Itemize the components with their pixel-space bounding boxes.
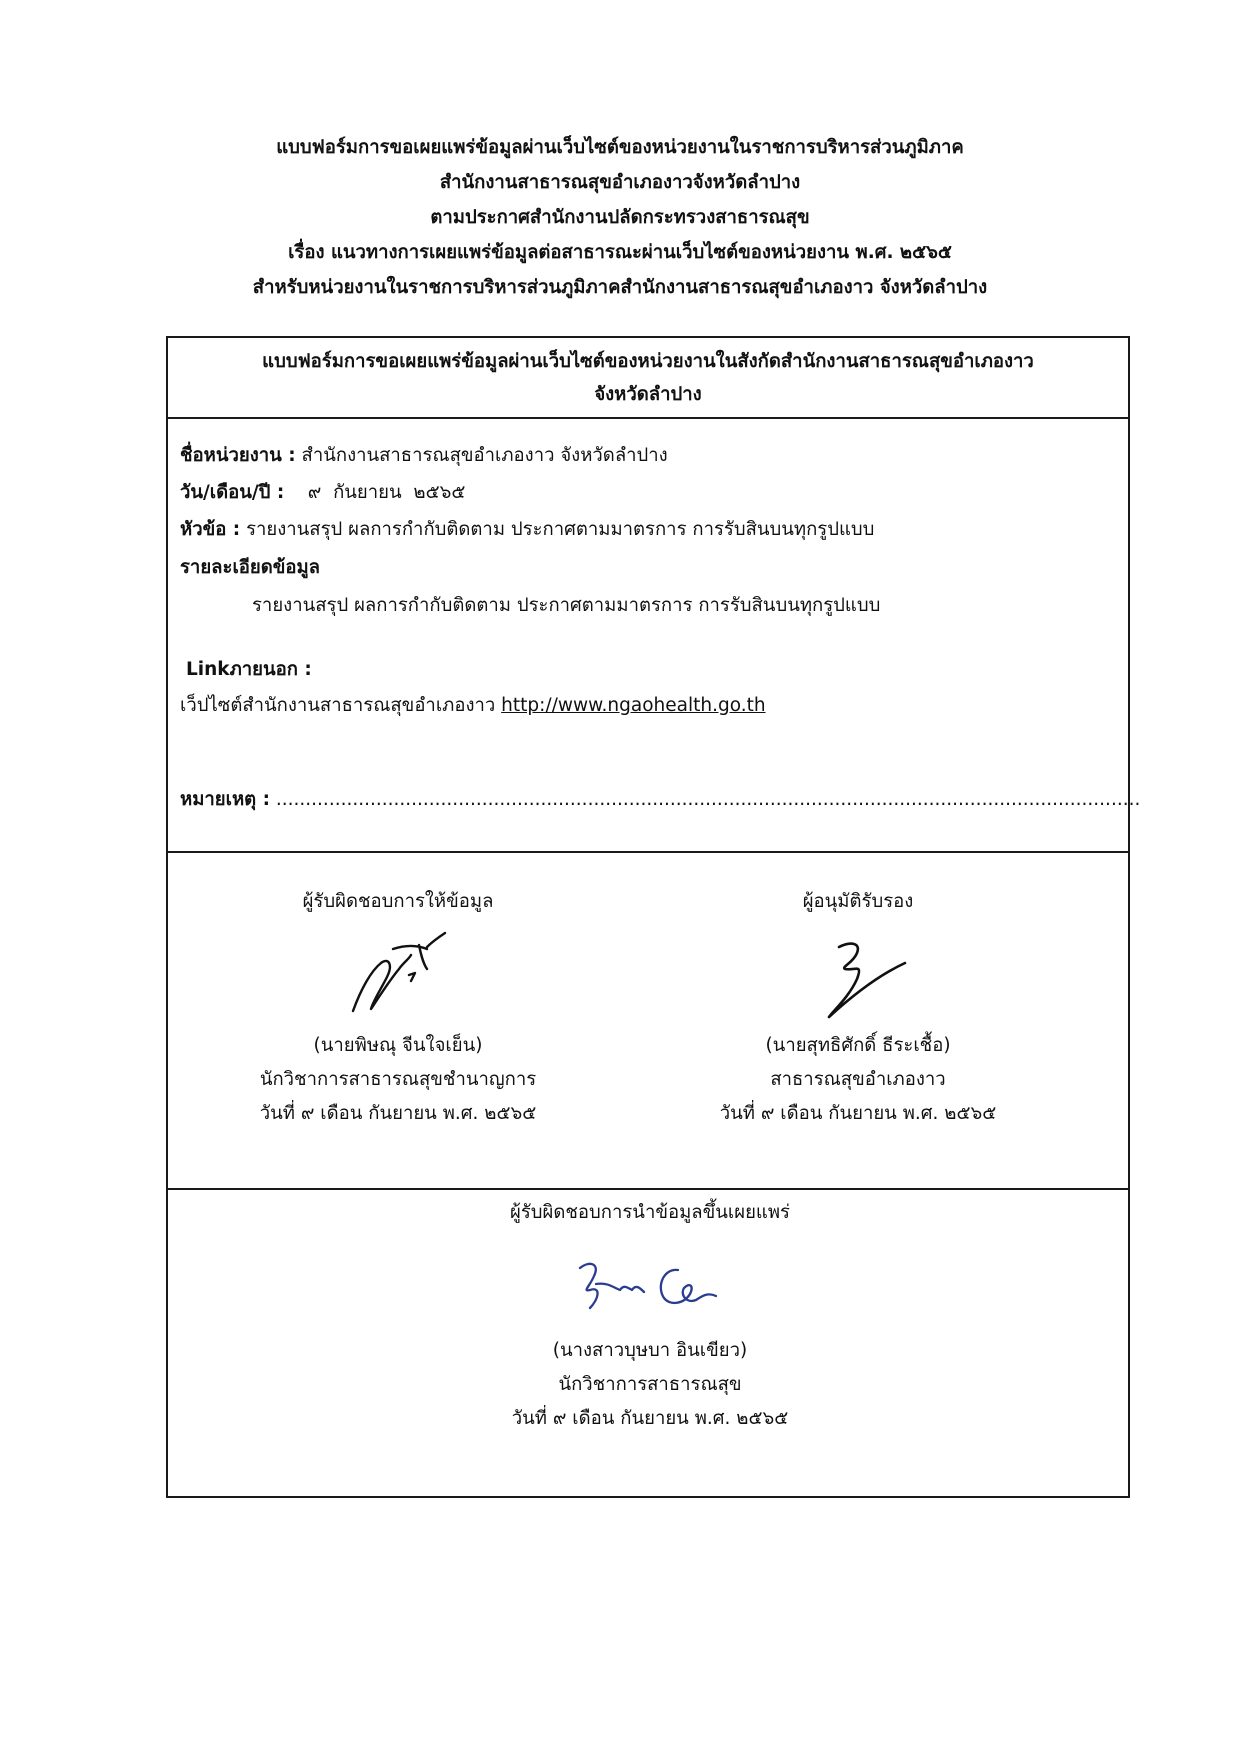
handwritten-signature (323, 919, 473, 1029)
form-title-line-1: แบบฟอร์มการขอเผยแพร่ข้อมูลผ่านเว็บไซต์ของหน่วยงานในสังกัดสำนักงานสาธารณสุขอำเภองาว (262, 351, 1034, 372)
remark-row (180, 785, 1140, 815)
signature-block-right (688, 885, 1028, 1131)
header-line-4: เรื่อง แนวทางการเผยแพร่ข้อมูลต่อสาธารณะผ่านเว็บไซต์ของหน่วยงาน พ.ศ. ๒๕๖๕ (288, 242, 952, 263)
header-line-5: สำหรับหน่วยงานในราชการบริหารส่วนภูมิภาคสำนักงานสาธารณสุขอำเภองาว จังหวัดลำปาง (252, 277, 988, 298)
signer-position: สาธารณสุขอำเภองาว (770, 1069, 946, 1090)
divider (168, 851, 1128, 853)
agency-value: สำนักงานสาธารณสุขอำเภองาว จังหวัดลำปาง (295, 445, 668, 466)
agency-row (180, 441, 668, 471)
signature-block-left (228, 885, 568, 1131)
form-box (166, 336, 1141, 1498)
website-text: เว็ปไซต์สำนักงานสาธารณสุขอำเภองาว (180, 695, 502, 716)
topic-value: รายงานสรุป ผลการกำกับติดตาม ประกาศตามมาตรการ การรับสินบนทุกรูปแบบ (240, 519, 875, 540)
signature-role: ผู้อนุมัติรับรอง (802, 891, 914, 912)
detail-label: รายละเอียดข้อมูล (180, 557, 321, 578)
detail-value: รายงานสรุป ผลการกำกับติดตาม ประกาศตามมาตรการ การรับสินบนทุกรูปแบบ (252, 595, 881, 616)
signature-date: วันที่ ๙ เดือน กันยายน พ.ศ. ๒๕๖๕ (719, 1103, 997, 1124)
signer-position: นักวิชาการสาธารณสุขชำนาญการ (259, 1069, 537, 1090)
divider (168, 1188, 1128, 1190)
signer-name: (นางสาวบุษบา อินเขียว) (552, 1340, 748, 1361)
external-link-label: Linkภายนอก : (186, 659, 312, 680)
divider (168, 417, 1128, 419)
signer-name: (นายพิษณุ จีนใจเย็น) (313, 1035, 483, 1056)
website-link[interactable]: http://www.ngaohealth.go.th (501, 695, 766, 716)
website-row (180, 691, 766, 721)
signer-name: (นายสุทธิศักดิ์ ธีระเชื้อ) (765, 1035, 951, 1056)
signature-role: ผู้รับผิดชอบการนำข้อมูลขึ้นเผยแพร่ (510, 1202, 790, 1223)
signature-date: วันที่ ๙ เดือน กันยายน พ.ศ. ๒๕๖๕ (259, 1103, 537, 1124)
date-label: วัน/เดือน/ปี : (180, 482, 285, 503)
form-title (168, 338, 1128, 417)
date-row (180, 478, 465, 508)
handwritten-signature (783, 919, 933, 1029)
topic-row (180, 515, 874, 545)
signature-role: ผู้รับผิดชอบการให้ข้อมูล (302, 891, 494, 912)
header-line-1: แบบฟอร์มการขอเผยแพร่ข้อมูลผ่านเว็บไซต์ของหน่วยงานในราชการบริหารส่วนภูมิภาค (276, 137, 964, 158)
handwritten-signature (550, 1234, 750, 1334)
header-line-2: สำนักงานสาธารณสุขอำเภองาวจังหวัดลำปาง (439, 172, 801, 193)
document-header (0, 130, 1240, 305)
topic-label: หัวข้อ : (180, 519, 241, 540)
remark-label: หมายเหตุ : (180, 789, 270, 810)
signature-block-bottom (380, 1196, 920, 1436)
remark-dots: ................................................................................................................................................... (275, 789, 1141, 810)
form-title-line-2: จังหวัดลำปาง (594, 384, 702, 405)
agency-label: ชื่อหน่วยงาน : (180, 445, 296, 466)
signer-position: นักวิชาการสาธารณสุข (558, 1374, 742, 1395)
signature-date: วันที่ ๙ เดือน กันยายน พ.ศ. ๒๕๖๕ (511, 1408, 789, 1429)
header-line-3: ตามประกาศสำนักงานปลัดกระทรวงสาธารณสุข (430, 207, 810, 228)
date-value: ๙ กันยายน ๒๕๖๕ (284, 482, 466, 503)
